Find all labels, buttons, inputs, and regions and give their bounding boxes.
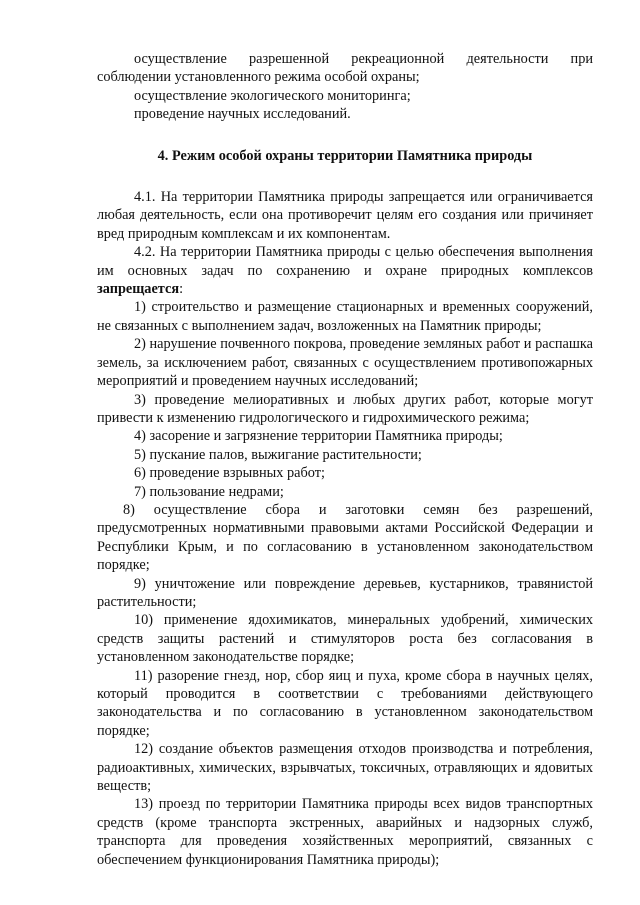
list-item-4: 4) засорение и загрязнение территории Памятника природы; — [134, 428, 503, 445]
list-item-10: 10) применение ядохимикатов, минеральных удобрений, химических средств защиты растений и стимуляторов роста без согласования в установленном законодательстве порядке; — [97, 612, 593, 666]
list-item-3: 3) проведение мелиоративных и любых других работ, которые могут привести к изменению гидрологического и гидрохимического режима; — [97, 391, 593, 426]
paragraph-4-2-start: 4.2. На территории Памятника природы с целью обеспечения выполнения им основных задач по сохранению и охране природных комплексов — [97, 244, 593, 279]
intro-line-2: осуществление экологического мониторинга; — [134, 87, 411, 104]
paragraph-4-2-bold: запрещается — [97, 281, 180, 298]
list-item-2: 2) нарушение почвенного покрова, проведение земляных работ и распашка земель, за исключением работ, связанных с осуществлением противопожарных мероприятий и проведением научных исследований; — [97, 336, 593, 390]
list-item-11: 11) разорение гнезд, нор, сбор яиц и пуха, кроме сбора в научных целях, который проводится в соответствии с требованиями действующего законодательства и по согласованию в установленном законодательством порядке; — [97, 667, 593, 739]
list-item-12: 12) создание объектов размещения отходов производства и потребления, радиоактивных, химических, взрывчатых, токсичных, отравляющих и ядовитых веществ; — [97, 741, 593, 795]
intro-line-1a: осуществление разрешенной рекреационной деятельности при — [134, 51, 593, 67]
intro-line-3: проведение научных исследований. — [134, 106, 351, 123]
list-item-1: 1) строительство и размещение стационарных и временных сооружений, не связанных с выполнением задач, возложенных на Памятник природы; — [97, 299, 593, 334]
section-title: 4. Режим особой охраны территории Памятника природы — [157, 147, 533, 164]
list-item-13: 13) проезд по территории Памятника природы всех видов транспортных средств (кроме транспорта экстренных, аварийных и надзорных служб, транспорта для проведения хозяйственных мероприятий, связанных с обеспечением функционирования Памятника природы); — [97, 796, 593, 868]
list-item-9: 9) уничтожение или повреждение деревьев, кустарников, травянистой растительности; — [97, 575, 593, 610]
list-item-5: 5) пускание палов, выжигание растительности; — [134, 446, 422, 463]
paragraph-4-1: 4.1. На территории Памятника природы запрещается или ограничивается любая деятельность, если она противоречит целям его создания или причиняет вред природным комплексам и их компонентам. — [97, 189, 593, 242]
paragraph-4-2-end: : — [179, 281, 184, 298]
paragraph-4-2 — [97, 243, 593, 298]
list-item-6: 6) проведение взрывных работ; — [134, 465, 325, 482]
list-item-7: 7) пользование недрами; — [134, 483, 284, 500]
document-page — [97, 50, 593, 869]
list-item-8: 8) осуществление сбора и заготовки семян без разрешений, предусмотренных нормативными правовыми актами Российской Федерации и Республики Крым, и по согласованию в установленном законодательством порядке; — [97, 501, 593, 574]
intro-line-1b: соблюдении установленного режима особой охраны; — [97, 69, 420, 86]
